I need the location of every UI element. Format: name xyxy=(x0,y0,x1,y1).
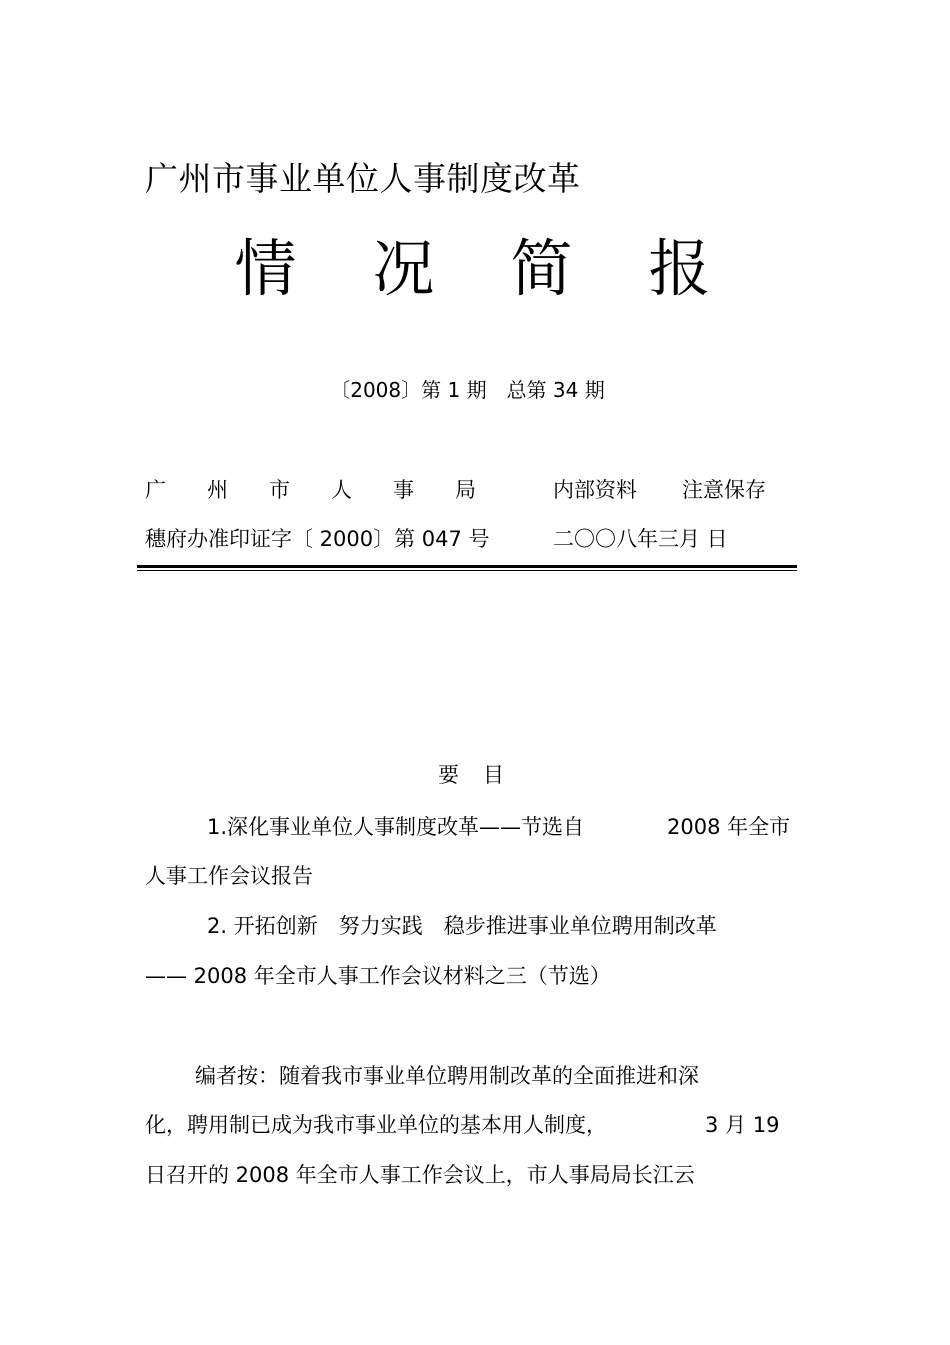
issuer-char: 州 xyxy=(207,478,228,502)
editor-note-line-3: 日召开的 2008 年全市人事工作会议上，市人事局局长江云 xyxy=(145,1163,695,1187)
issuer xyxy=(145,480,476,501)
editor-note-line-2-date: 3 月 19 xyxy=(705,1113,780,1137)
title-char: 报 xyxy=(648,232,711,305)
print-permit: 穗府办准印证字〔 2000〕第 047 号 xyxy=(145,527,490,551)
internal-note: 内部资料 xyxy=(553,478,637,502)
header-rule-thick xyxy=(137,565,797,568)
issuer-char: 事 xyxy=(393,478,414,502)
contents-item-1-continued: 2008 年全市 xyxy=(667,815,791,839)
editor-note-line-2: 化，聘用制已成为我市事业单位的基本用人制度， xyxy=(145,1113,607,1137)
contents-item-2-wrap: —— 2008 年全市人事工作会议材料之三（节选） xyxy=(145,964,611,988)
bulletin-title xyxy=(150,232,795,305)
issuer-char: 市 xyxy=(269,478,290,502)
keep-note: 注意保存 xyxy=(682,478,766,502)
issue-date: 二〇〇八年三月 日 xyxy=(553,527,728,551)
issuer-char: 局 xyxy=(455,478,476,502)
contents-heading: 要目 xyxy=(438,763,528,787)
title-char: 情 xyxy=(234,232,297,305)
contents-item-1-wrap: 人事工作会议报告 xyxy=(145,864,313,888)
title-char: 简 xyxy=(510,232,573,305)
editor-note-line-1: 编者按：随着我市事业单位聘用制改革的全面推进和深 xyxy=(195,1064,699,1088)
contents-item-2: 2. 开拓创新 努力实践 稳步推进事业单位聘用制改革 xyxy=(207,914,717,938)
issue-number: 〔2008〕第 1 期 总第 34 期 xyxy=(330,378,605,402)
issuer-char: 人 xyxy=(331,478,352,502)
organization-title: 广州市事业单位人事制度改革 xyxy=(145,159,581,198)
issuer-char: 广 xyxy=(145,478,166,502)
title-char: 况 xyxy=(372,232,435,305)
contents-item-1: 1.深化事业单位人事制度改革——节选自 xyxy=(207,815,585,839)
header-rule-thin xyxy=(137,570,797,571)
